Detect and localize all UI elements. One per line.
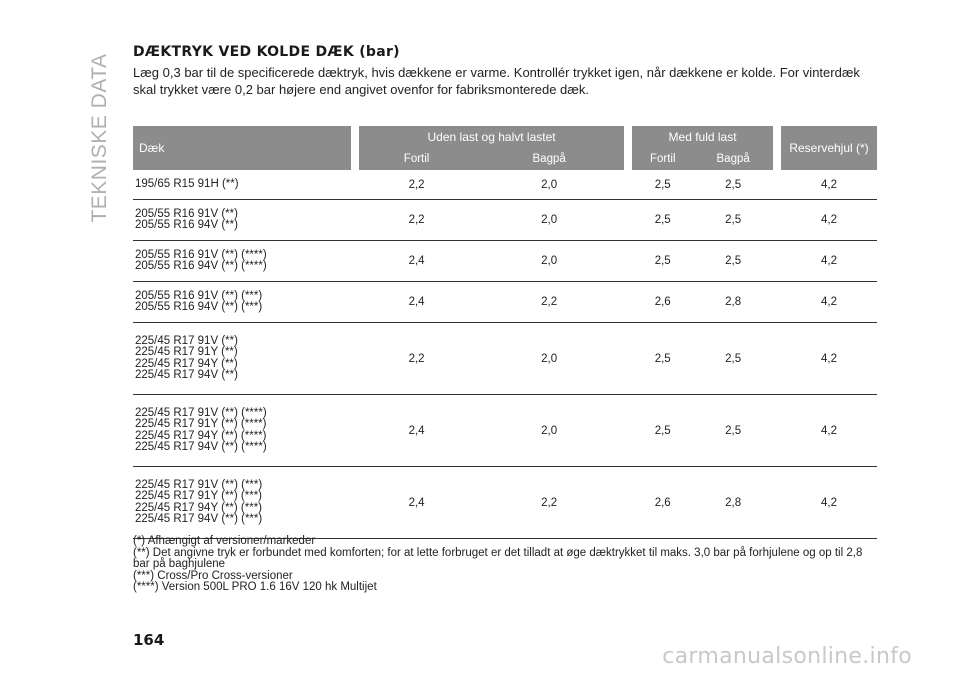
cell-spacer (624, 467, 632, 539)
full-front-value: 2,5 (632, 241, 693, 282)
unladen-front-value: 2,4 (359, 467, 474, 539)
tire-size-line: 225/45 R17 94Y (**) (****) (135, 429, 267, 442)
footnote: (***) Cross/Pro Cross-versioner (133, 569, 293, 582)
header-rear: Bagpå (474, 148, 624, 170)
full-rear-value: 2,5 (693, 241, 773, 282)
spare-value: 4,2 (781, 282, 877, 323)
table-body (133, 170, 877, 539)
tire-size-line: 225/45 R17 94V (**) (***) (135, 513, 263, 525)
tire-size-cell (133, 200, 351, 241)
cell-spacer (351, 323, 359, 395)
spare-value: 4,2 (781, 170, 877, 200)
cell-spacer (351, 282, 359, 323)
header-spacer (351, 126, 359, 170)
tire-size-line: 225/45 R17 91V (**) (135, 334, 238, 347)
unladen-rear-value: 2,2 (474, 467, 624, 539)
intro-paragraph: Læg 0,3 bar til de specificerede dæktryk, hvis dækkene er varme. Kontrollér trykket igen, når dækkene er kolde. For vinterdæk skal trykket være 0,2 bar højere end angivet ovenfor for fabriksmonterede dæk. (133, 65, 860, 97)
section-title: DÆKTRYK VED KOLDE DÆK (bar) (133, 44, 400, 60)
tire-size-line: 225/45 R17 91Y (**) (***) (135, 490, 262, 502)
table-row (133, 467, 877, 539)
header-tire: Dæk (133, 126, 351, 170)
unladen-rear-value: 2,2 (474, 282, 624, 323)
unladen-rear-value: 2,0 (474, 323, 624, 395)
unladen-rear-value: 2,0 (474, 170, 624, 200)
full-rear-value: 2,8 (693, 467, 773, 539)
unladen-front-value: 2,2 (359, 170, 474, 200)
page-number: 164 (133, 631, 165, 649)
table-row (133, 170, 877, 200)
cell-spacer (624, 282, 632, 323)
cell-spacer (773, 467, 781, 539)
unladen-rear-value: 2,0 (474, 395, 624, 467)
full-front-value: 2,5 (632, 200, 693, 241)
unladen-front-value: 2,2 (359, 200, 474, 241)
cell-spacer (351, 467, 359, 539)
unladen-front-value: 2,4 (359, 241, 474, 282)
cell-spacer (773, 395, 781, 467)
footnote: (*) Afhængigt af versioner/markeder (133, 535, 316, 547)
cell-spacer (624, 241, 632, 282)
tire-size-line: 225/45 R17 91V (**) (***) (135, 478, 263, 491)
footnote: (****) Version 500L PRO 1.6 16V 120 hk Multijet (133, 581, 377, 593)
tire-size-line: 225/45 R17 94Y (**) (135, 357, 238, 370)
tire-size-cell (133, 395, 351, 467)
cell-spacer (624, 200, 632, 241)
table-row (133, 282, 877, 323)
table-row (133, 241, 877, 282)
tire-size-line: 205/55 R16 94V (**) (135, 219, 238, 231)
full-rear-value: 2,5 (693, 323, 773, 395)
cell-spacer (624, 323, 632, 395)
table-row (133, 323, 877, 395)
spare-value: 4,2 (781, 395, 877, 467)
header-group-unladen: Uden last og halvt lastet (359, 126, 624, 148)
header-front: Fortil (632, 148, 693, 170)
tire-size-line: 195/65 R15 91H (**) (135, 177, 239, 190)
unladen-front-value: 2,2 (359, 323, 474, 395)
cell-spacer (351, 170, 359, 200)
tire-size-line: 225/45 R17 91Y (**) (135, 346, 238, 358)
tire-size-line: 225/45 R17 91V (**) (****) (135, 406, 267, 419)
cell-spacer (773, 323, 781, 395)
unladen-rear-value: 2,0 (474, 200, 624, 241)
cell-spacer (351, 200, 359, 241)
full-rear-value: 2,5 (693, 395, 773, 467)
tire-size-line: 225/45 R17 94Y (**) (***) (135, 501, 262, 514)
header-rear: Bagpå (693, 148, 773, 170)
cell-spacer (624, 395, 632, 467)
unladen-front-value: 2,4 (359, 395, 474, 467)
tire-size-cell (133, 467, 351, 539)
watermark: carmanualsonline.info (662, 644, 912, 669)
full-front-value: 2,6 (632, 467, 693, 539)
table-row (133, 395, 877, 467)
table-row (133, 200, 877, 241)
spare-value: 4,2 (781, 241, 877, 282)
spare-value: 4,2 (781, 467, 877, 539)
cell-spacer (773, 170, 781, 200)
tire-size-line: 205/55 R16 91V (**) (****) (135, 248, 267, 261)
footnotes (133, 536, 877, 594)
header-front: Fortil (359, 148, 474, 170)
cell-spacer (773, 241, 781, 282)
tire-size-line: 205/55 R16 94V (**) (***) (135, 301, 263, 313)
cell-spacer (773, 282, 781, 323)
header-spacer (624, 126, 632, 170)
tire-pressure-table (133, 126, 877, 539)
tire-size-line: 205/55 R16 91V (**) (135, 207, 238, 220)
spare-value: 4,2 (781, 323, 877, 395)
cell-spacer (351, 241, 359, 282)
cell-spacer (773, 200, 781, 241)
tire-size-cell (133, 282, 351, 323)
header-spacer (773, 126, 781, 170)
tire-size-line: 225/45 R17 94V (**) (****) (135, 441, 267, 453)
header-spare: Reservehjul (*) (781, 126, 877, 170)
page-content (133, 44, 877, 525)
tire-size-cell (133, 323, 351, 395)
full-front-value: 2,5 (632, 395, 693, 467)
tire-size-cell (133, 241, 351, 282)
tire-size-line: 205/55 R16 94V (**) (****) (135, 260, 267, 272)
unladen-front-value: 2,4 (359, 282, 474, 323)
tire-size-line: 205/55 R16 91V (**) (***) (135, 289, 263, 302)
full-front-value: 2,6 (632, 282, 693, 323)
header-group-full: Med fuld last (632, 126, 773, 148)
full-rear-value: 2,5 (693, 200, 773, 241)
full-front-value: 2,5 (632, 323, 693, 395)
tire-size-cell (133, 170, 351, 200)
cell-spacer (624, 170, 632, 200)
tire-size-line: 225/45 R17 91Y (**) (****) (135, 418, 267, 430)
footnote: (**) Det angivne tryk er forbundet med komforten; for at lette forbruget er det tilladt at øge dæktrykket til maks. 3,0 bar på forhjulene og op til 2,8 bar på baghjulene (133, 546, 863, 570)
full-front-value: 2,5 (632, 170, 693, 200)
full-rear-value: 2,8 (693, 282, 773, 323)
full-rear-value: 2,5 (693, 170, 773, 200)
unladen-rear-value: 2,0 (474, 241, 624, 282)
tire-size-line: 225/45 R17 94V (**) (135, 369, 238, 381)
side-tab-label: TEKNISKE DATA (88, 53, 111, 223)
cell-spacer (351, 395, 359, 467)
section-side-tab (80, 52, 120, 224)
spare-value: 4,2 (781, 200, 877, 241)
